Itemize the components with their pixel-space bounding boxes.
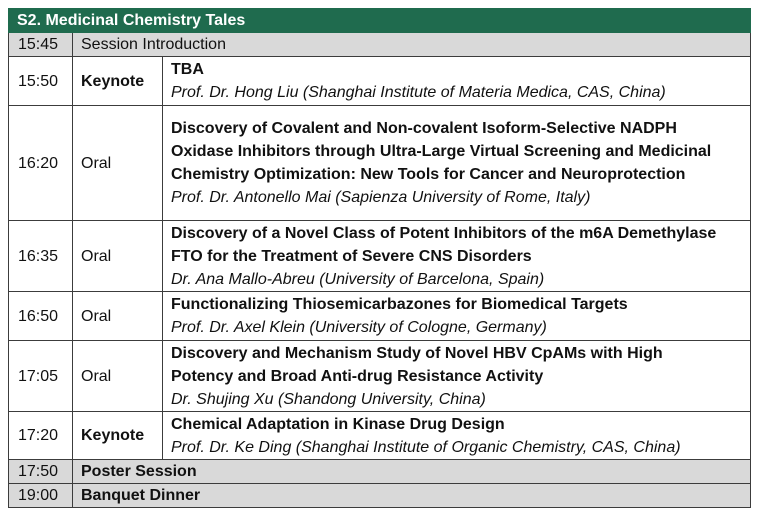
talk-title-line: FTO for the Treatment of Severe CNS Disorders — [171, 247, 532, 265]
poster-row — [9, 460, 751, 484]
talk-row — [9, 106, 751, 221]
speaker: Prof. Dr. Antonello Mai (Sapienza University of Rome, Italy) — [171, 189, 591, 206]
talk-cell — [163, 292, 751, 341]
poster-label: Poster Session — [73, 460, 751, 484]
time-cell: 19:00 — [9, 484, 73, 508]
talk-title-line: Chemistry Optimization: New Tools for Cancer and Neuroprotection — [171, 166, 686, 183]
talk-row — [9, 57, 751, 106]
talk-title-line: Discovery of Covalent and Non-covalent Isoform-Selective NADPH — [171, 120, 677, 137]
schedule-table-wrapper — [8, 8, 751, 508]
speaker: Prof. Dr. Hong Liu (Shanghai Institute of Materia Medica, CAS, China) — [171, 84, 666, 101]
talk-cell — [163, 412, 751, 460]
time-cell: 15:45 — [9, 33, 73, 57]
type-cell: Oral — [73, 106, 163, 221]
type-cell: Oral — [73, 292, 163, 341]
talk-title-line: Discovery of a Novel Class of Potent Inhibitors of the m6A Demethylase — [171, 224, 717, 242]
talk-row — [9, 292, 751, 341]
type-cell: Keynote — [73, 412, 163, 460]
time-cell: 17:05 — [9, 341, 73, 412]
talk-cell — [163, 221, 751, 292]
time-cell: 17:50 — [9, 460, 73, 484]
talk-title-line: Discovery and Mechanism Study of Novel HBV CpAMs with High — [171, 344, 663, 362]
talk-cell — [163, 106, 751, 221]
time-cell: 17:20 — [9, 412, 73, 460]
talk-title-line: Potency and Broad Anti-drug Resistance Activity — [171, 367, 544, 385]
talk-row — [9, 221, 751, 292]
talk-title: TBA — [171, 61, 204, 78]
schedule-table — [8, 8, 751, 508]
talk-cell — [163, 57, 751, 106]
time-cell: 16:50 — [9, 292, 73, 341]
talk-title-line: Oxidase Inhibitors through Ultra-Large Virtual Screening and Medicinal — [171, 143, 712, 160]
speaker: Prof. Dr. Ke Ding (Shanghai Institute of Organic Chemistry, CAS, China) — [171, 438, 681, 456]
intro-label: Session Introduction — [73, 33, 751, 57]
session-header-row — [9, 9, 751, 33]
banquet-row — [9, 484, 751, 508]
speaker: Dr. Ana Mallo-Abreu (University of Barcelona, Spain) — [171, 270, 545, 288]
banquet-label: Banquet Dinner — [73, 484, 751, 508]
time-cell: 15:50 — [9, 57, 73, 106]
talk-row — [9, 341, 751, 412]
session-title: S2. Medicinal Chemistry Tales — [9, 9, 751, 33]
talk-title: Chemical Adaptation in Kinase Drug Design — [171, 415, 505, 433]
type-cell: Oral — [73, 341, 163, 412]
talk-cell — [163, 341, 751, 412]
talk-title: Functionalizing Thiosemicarbazones for Biomedical Targets — [171, 296, 628, 313]
speaker: Prof. Dr. Axel Klein (University of Cologne, Germany) — [171, 319, 547, 336]
type-cell: Oral — [73, 221, 163, 292]
type-cell: Keynote — [73, 57, 163, 106]
intro-row — [9, 33, 751, 57]
time-cell: 16:20 — [9, 106, 73, 221]
talk-row — [9, 412, 751, 460]
speaker: Dr. Shujing Xu (Shandong University, China) — [171, 390, 486, 408]
time-cell: 16:35 — [9, 221, 73, 292]
